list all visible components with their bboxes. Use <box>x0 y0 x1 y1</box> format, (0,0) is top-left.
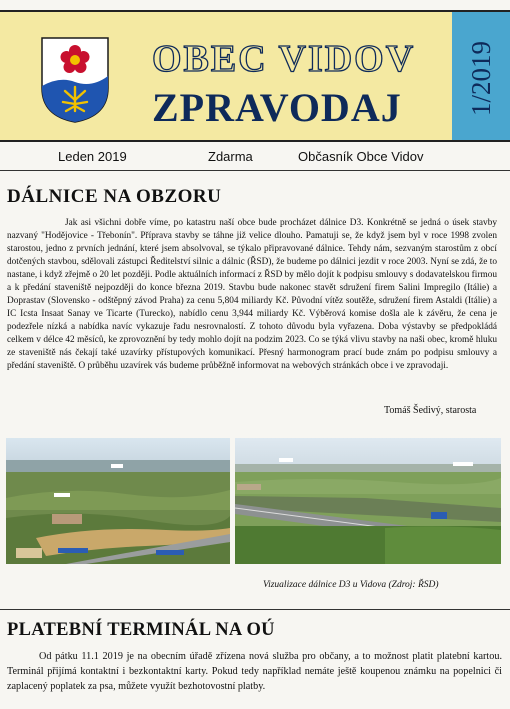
masthead-title-newsletter: ZPRAVODAJ <box>152 85 402 130</box>
masthead-bottom-rule <box>0 140 510 142</box>
coat-of-arms-icon <box>40 36 110 124</box>
issue-date: Leden 2019 <box>58 149 127 164</box>
article-body: Jak asi všichni dobře víme, po katastru naší obce bude procházet dálnice D3. Konkrétně se jedná o úsek stavby nazvaný "Hodějovice - Třebonín". Příprava stavby se táhne již velice dlouho. Pamatuji se, že když jsem byl v roce 1998 zvolen starostou, jedno z prvních jednání, které jsem absolvoval, se týkalo připravované dálnice. Tehdy nám, sezvaným starostům z obcí dotčených stavbou, sdělovali zástupci Ředitelství silnic a dálnic (ŘSD), že budeme po dálnici jezdit v roce 2003. Nyní se zdá, že to nastane, i když zřejmě o 20 let později. Podle aktuálních informací z ŘSD by mělo dojít k podpisu smlouvy s dodavatelskou firmou a k předání staveniště nejpozději do konce března 2019. Stavbu bude nakonec stavět sdružení firem Salini Impregilo (Itálie) a Doprastav (Slovensko - odštěpný závod Praha) za cenu 5,804 miliardy Kč. Původní vítěz soutěže, sdružení firem Astaldi (Itálie) a IC Icsta Insaat Sanay ve Ticarte (Turecko), nabídlo cenu 3,944 miliardy Kč. Výběrová komise došla ale k závěru, že cena je podezřele nízká a nabídka navíc vykazuje řadu nesrovnalostí. Z tohoto důvodu byla vyřazena. Doba výstavby se předpokládá celkem v délce 42 měsíců, ke zprovoznění by tedy mohlo dojít na podzim 2023. Co se týká vlivu stavby na naši obec, kromě hluku ze staveniště nás čekají také uzavírky přístupových komunikací. Přesný harmonogram prací bude znám po podpisu smlouvy a předání staveniště. O průběhu uzavírek vás budeme průběžně informovat na webových stránkách obce i ve zpravodaji. <box>7 218 497 371</box>
issue-price: Zdarma <box>208 149 253 164</box>
article-body: Od pátku 11.1 2019 je na obecním úřadě zřízena nová služba pro občany, a to možnost platit platební kartou. Terminál přijímá kontaktní i bezkontaktní karty. Pokud tedy například nemáte ještě koupenou známku na popelnici či zaplacený poplatek za psa, můžete využít bezhotovostní platby. <box>7 651 502 692</box>
issue-number-box <box>453 32 509 124</box>
photo-caption: Vizualizace dálnice D3 u Vidova (Zdroj: ŘSD) <box>263 580 439 590</box>
highway-visualization-photo-2 <box>235 438 501 564</box>
highway-visualization-photo-1 <box>6 438 230 564</box>
issue-subtitle: Občasník Obce Vidov <box>298 149 424 164</box>
article-heading: PLATEBNÍ TERMINÁL NA OÚ <box>7 620 275 640</box>
masthead-title-village: OBEC VIDOV <box>152 38 416 80</box>
article-heading: DÁLNICE NA OBZORU <box>7 186 222 207</box>
masthead <box>0 12 510 140</box>
divider <box>0 609 510 610</box>
divider <box>0 170 510 171</box>
article-author: Tomáš Šedivý, starosta <box>384 405 477 416</box>
issue-number: 1/2019 <box>465 40 496 116</box>
